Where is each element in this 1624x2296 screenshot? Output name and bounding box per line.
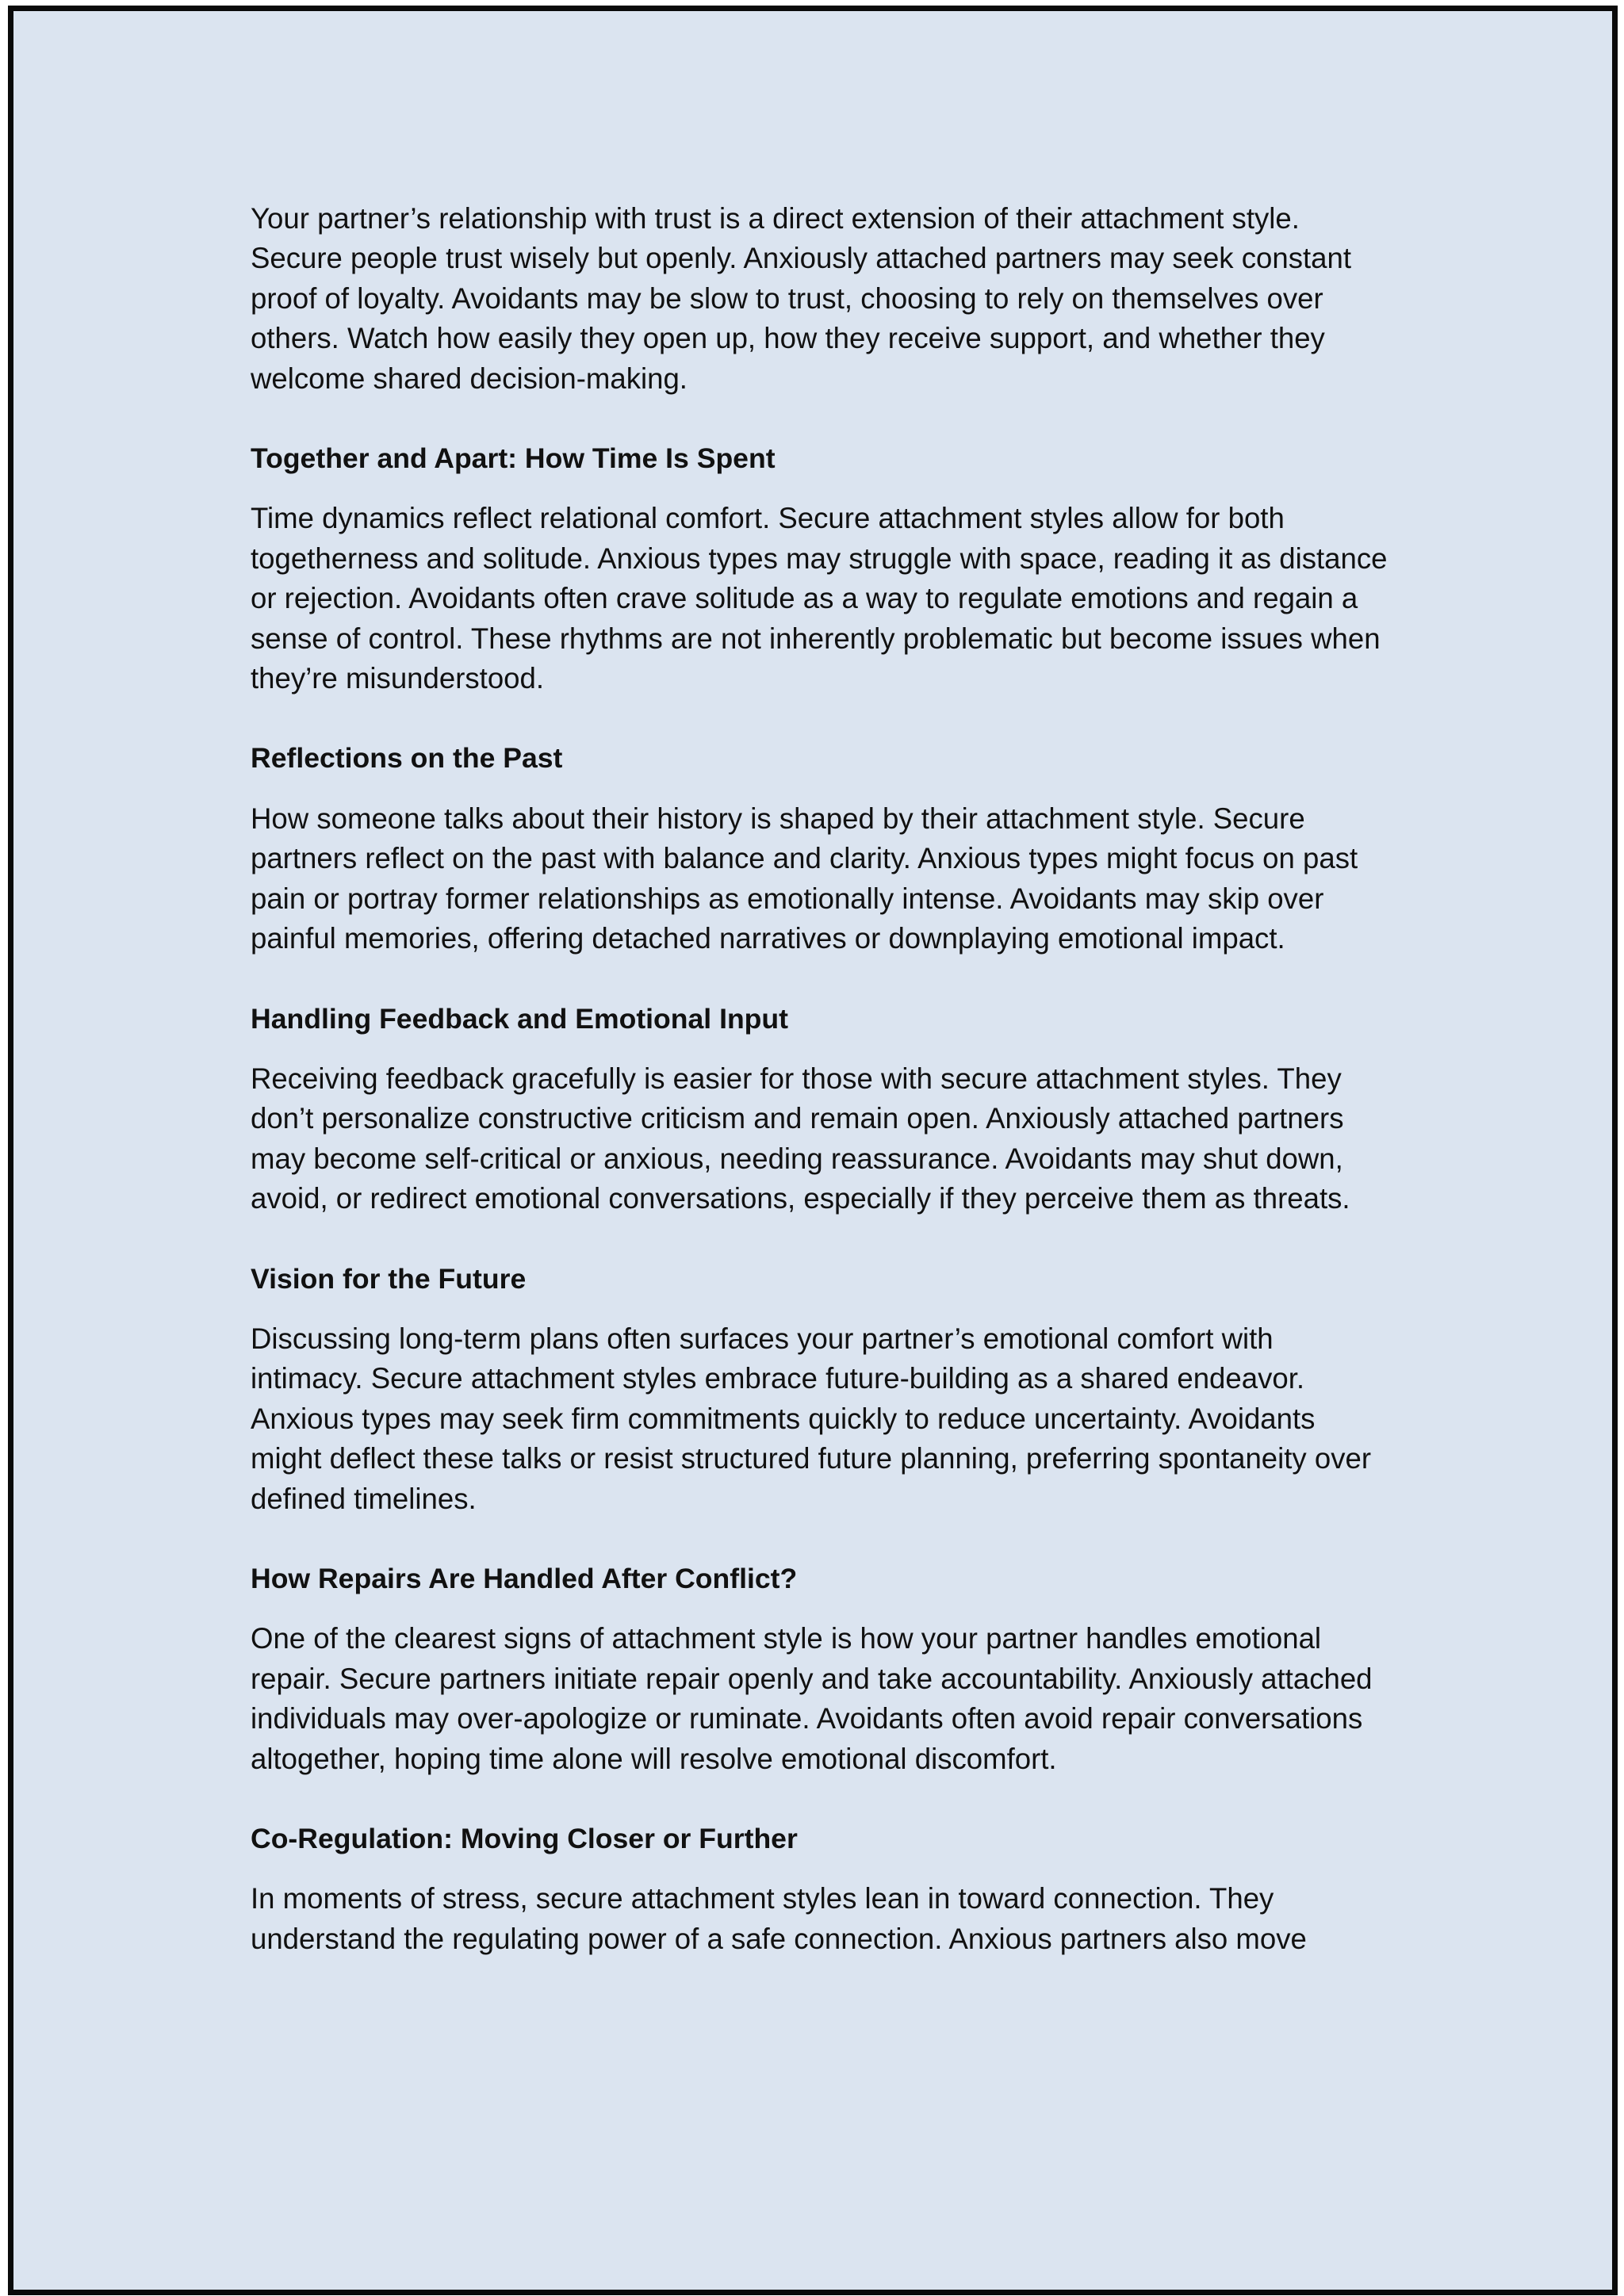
- section-paragraph: Discussing long-term plans often surfaces your partner’s emotional comfort with intimacy. Secure attachment styles embrace future-building as a shared endeavor. Anxious types may seek firm commitments quickly to reduce uncertainty. Avoidants might deflect these talks or resist structured future planning, preferring spontaneity over defined timelines.: [251, 1322, 1372, 1515]
- section-heading: Reflections on the Past: [251, 742, 563, 775]
- section-co-regulation: [251, 1819, 1392, 1959]
- intro-paragraph: Your partner’s relationship with trust is a direct extension of their attachment style. Secure people trust wisely but openly. Anxiously attached partners may seek constant proof of loyalty. Avoidants may be slow to trust, choosing to rely on themselves over others. Watch how easily they open up, how they receive support, and whether they welcome shared decision-making.: [251, 202, 1352, 395]
- section-time-spent: [251, 438, 1392, 698]
- section-paragraph: Time dynamics reflect relational comfort. Secure attachment styles allow for both togetherness and solitude. Anxious types may struggle with space, reading it as distance or rejection. Avoidants often crave solitude as a way to regulate emotions and regain a sense of control. These rhythms are not inherently problematic but become issues when they’re misunderstood.: [251, 502, 1388, 695]
- section-reflections-past: [251, 738, 1392, 959]
- section-heading: Vision for the Future: [251, 1262, 527, 1295]
- section-heading: Together and Apart: How Time Is Spent: [251, 442, 776, 475]
- section-handling-feedback: [251, 999, 1392, 1219]
- section-heading: Handling Feedback and Emotional Input: [251, 1002, 788, 1035]
- section-heading: How Repairs Are Handled After Conflict?: [251, 1562, 798, 1594]
- document-page: [8, 6, 1618, 2295]
- section-paragraph: In moments of stress, secure attachment styles lean in toward connection. They understand the regulating power of a safe connection. Anxious partners also move: [251, 1882, 1307, 1955]
- section-repairs-conflict: [251, 1559, 1392, 1779]
- section-paragraph: One of the clearest signs of attachment style is how your partner handles emotional repair. Secure partners initiate repair openly and take accountability. Anxiously attached individuals may over-apologize or ruminate. Avoidants often avoid repair conversations altogether, hoping time alone will resolve emotional discomfort.: [251, 1622, 1373, 1775]
- section-vision-future: [251, 1259, 1392, 1519]
- section-paragraph: How someone talks about their history is shaped by their attachment style. Secure partners reflect on the past with balance and clarity. Anxious types might focus on past pain or portray former relationships as emotionally intense. Avoidants may skip over painful memories, offering detached narratives or downplaying emotional impact.: [251, 802, 1358, 955]
- section-paragraph: Receiving feedback gracefully is easier for those with secure attachment styles. They don’t personalize constructive criticism and remain open. Anxiously attached partners may become self-critical or anxious, needing reassurance. Avoidants may shut down, avoid, or redirect emotional conversations, especially if they perceive them as threats.: [251, 1062, 1350, 1215]
- document-body: [251, 199, 1392, 1959]
- section-heading: Co-Regulation: Moving Closer or Further: [251, 1823, 798, 1854]
